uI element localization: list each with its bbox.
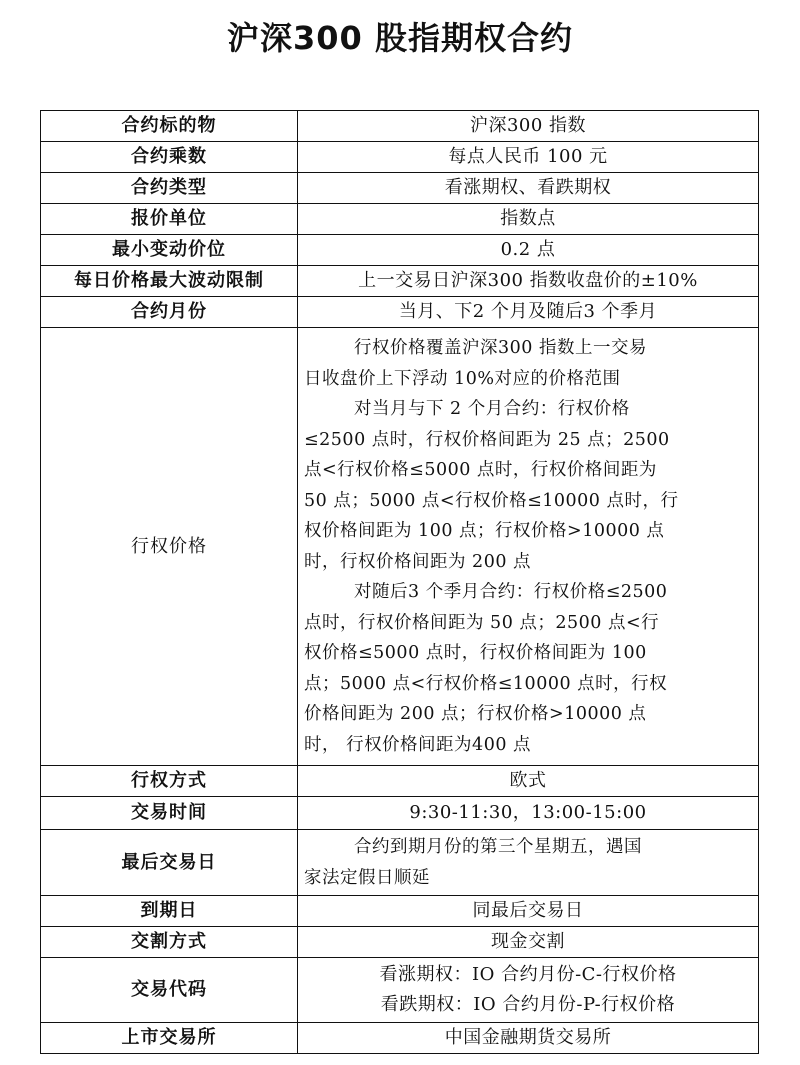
- row-label-exchange: 上市交易所: [41, 1023, 298, 1054]
- strike-line: 权价格≤5000 点时，行权价格间距为 100: [304, 643, 647, 663]
- code-line-call: 看涨期权：IO 合约月份-C-行权价格: [379, 964, 677, 985]
- row-value-hours: 9:30-11:30，13:00-15:00: [298, 797, 759, 830]
- strike-line: 权价格间距为 100 点；行权价格>10000 点: [304, 521, 665, 541]
- last-day-line: 合约到期月份的第三个星期五，遇国: [354, 837, 642, 857]
- table-row-settlement: [41, 927, 759, 958]
- row-value-tick: 0.2 点: [298, 235, 759, 266]
- row-value-quote-unit: 指数点: [298, 204, 759, 235]
- strike-line: ≤2500 点时，行权价格间距为 25 点；2500: [304, 429, 670, 450]
- document-title: 沪深300 股指期权合约: [227, 19, 573, 57]
- row-value-type: 看涨期权、看跌期权: [298, 173, 759, 204]
- last-day-line: 家法定假日顺延: [304, 867, 430, 888]
- table-row-underlying: [41, 111, 759, 142]
- row-label-multiplier: 合约乘数: [41, 142, 298, 173]
- table-row-months: [41, 297, 759, 328]
- row-label-settlement: 交割方式: [41, 927, 298, 958]
- strike-line: 50 点；5000 点<行权价格≤10000 点时，行: [304, 490, 679, 511]
- row-value-settlement: 现金交割: [298, 927, 759, 958]
- row-label-hours: 交易时间: [41, 797, 298, 830]
- table-row-tick: [41, 235, 759, 266]
- table-row-expiry: [41, 896, 759, 927]
- row-value-exchange: 中国金融期货交易所: [298, 1023, 759, 1054]
- table-row-limit: [41, 266, 759, 297]
- row-label-tick: 最小变动价位: [41, 235, 298, 266]
- row-label-exercise: 行权方式: [41, 766, 298, 797]
- strike-line: 对当月与下 2 个月合约：行权价格: [354, 399, 630, 419]
- strike-line: 时， 行权价格间距为400 点: [304, 734, 532, 755]
- strike-line: 点时，行权价格间距为 50 点；2500 点<行: [304, 612, 660, 633]
- row-label-underlying: 合约标的物: [41, 111, 298, 142]
- table-row-hours: [41, 797, 759, 830]
- table-row-quote-unit: [41, 204, 759, 235]
- row-value-expiry: 同最后交易日: [298, 896, 759, 927]
- row-label-limit: 每日价格最大波动限制: [41, 266, 298, 297]
- table-row-type: [41, 173, 759, 204]
- row-value-underlying: 沪深300 指数: [298, 111, 759, 142]
- row-value-limit: 上一交易日沪深300 指数收盘价的±10%: [298, 266, 759, 297]
- row-label-code: 交易代码: [41, 958, 298, 1023]
- strike-line: 时，行权价格间距为 200 点: [304, 551, 532, 572]
- contract-spec-table: [40, 110, 759, 1054]
- table-row-code: [41, 958, 759, 1023]
- row-value-strike: [298, 328, 759, 766]
- table-row-exchange: [41, 1023, 759, 1054]
- table-row-multiplier: [41, 142, 759, 173]
- row-label-strike: 行权价格: [41, 328, 298, 766]
- strike-line: 日收盘价上下浮动 10%对应的价格范围: [304, 368, 621, 389]
- table-row-last-day: [41, 830, 759, 896]
- strike-line: 价格间距为 200 点；行权价格>10000 点: [304, 704, 647, 724]
- strike-line: 点<行权价格≤5000 点时，行权价格间距为: [304, 460, 657, 480]
- strike-line: 行权价格覆盖沪深300 指数上一交易: [354, 338, 647, 358]
- row-value-months: 当月、下2 个月及随后3 个季月: [298, 297, 759, 328]
- table-row-strike: [41, 328, 759, 766]
- strike-line: 点；5000 点<行权价格≤10000 点时，行权: [304, 673, 668, 694]
- strike-line: 对随后3 个季月合约：行权价格≤2500: [354, 582, 668, 602]
- row-value-last-day: [298, 830, 759, 896]
- row-label-last-day: 最后交易日: [41, 830, 298, 896]
- table-row-exercise: [41, 766, 759, 797]
- row-label-months: 合约月份: [41, 297, 298, 328]
- row-label-quote-unit: 报价单位: [41, 204, 298, 235]
- row-value-code: [298, 958, 759, 1023]
- row-label-type: 合约类型: [41, 173, 298, 204]
- row-value-multiplier: 每点人民币 100 元: [298, 142, 759, 173]
- code-line-put: 看跌期权：IO 合约月份-P-行权价格: [380, 994, 676, 1015]
- row-value-exercise: 欧式: [298, 766, 759, 797]
- row-label-expiry: 到期日: [41, 896, 298, 927]
